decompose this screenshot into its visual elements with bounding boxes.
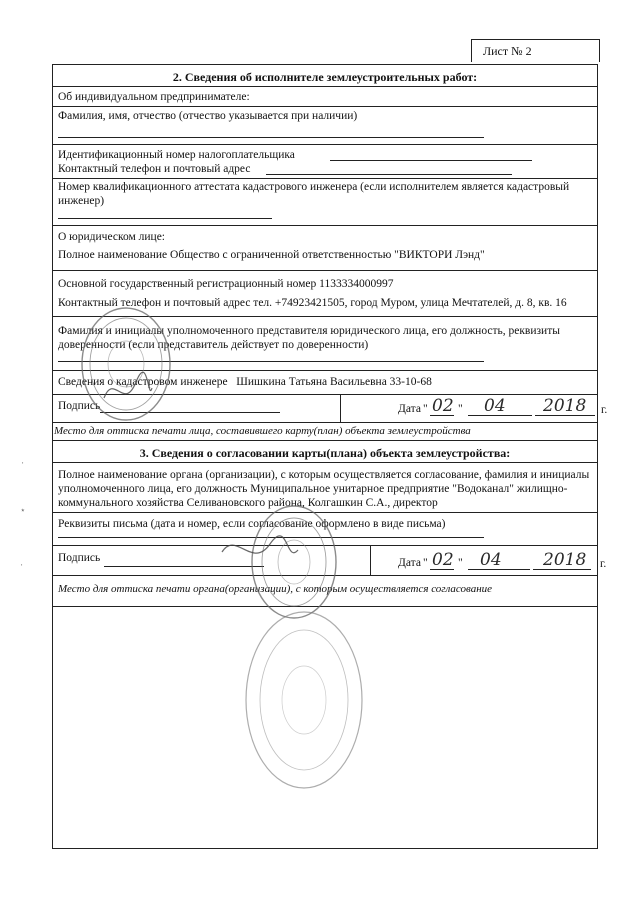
divider <box>52 316 598 317</box>
section2-title: 2. Сведения об исполнителе землеустроительных работ: <box>172 70 478 84</box>
signature-field[interactable] <box>100 412 280 413</box>
divider <box>52 106 598 107</box>
divider <box>52 545 598 546</box>
cert-label: Номер квалификационного аттестата кадастрового инженера (если исполнителем является кадастровый инженер) <box>58 181 570 207</box>
inn-label: Идентификационный номер налогоплательщика <box>58 149 295 161</box>
signature-label-3: Подпись <box>58 552 101 564</box>
contact-field[interactable] <box>266 174 512 175</box>
ip-header: Об индивидуальном предпринимателе: <box>58 91 250 103</box>
date-year: 2018 <box>543 396 587 416</box>
date-quote-open-3: " <box>423 557 428 569</box>
date-day-3: 02 <box>432 550 454 570</box>
divider <box>52 575 598 576</box>
sheet-number: Лист № 2 <box>483 44 532 58</box>
divider <box>52 178 598 179</box>
signature-field-3[interactable] <box>104 566 264 567</box>
engineer-label: Сведения о кадастровом инженере <box>58 376 228 388</box>
divider <box>52 370 598 371</box>
full-name-value: Общество с ограниченной ответственностью "ВИКТОРИ Лэнд" <box>170 249 485 261</box>
letter-label: Реквизиты письма (дата и номер, если согласование оформлено в виде письма) <box>58 518 446 530</box>
full-name-row <box>58 249 485 261</box>
legal-contact-label: Контактный телефон и почтовый адрес <box>58 297 251 309</box>
fio-label: Фамилия, имя, отчество (отчество указывается при наличии) <box>58 110 358 122</box>
ogrn-value: 1133334000997 <box>319 278 394 290</box>
section3-title: 3. Сведения о согласовании карты(плана) объекта землеустройства: <box>139 446 511 460</box>
date-suffix: г. <box>601 404 608 416</box>
rep-label: Фамилия и инициалы уполномоченного представителя юридического лица, его должность, реквизиты доверенности (если представитель действует по доверенности) <box>58 325 560 351</box>
legal-contact-value: тел. +74923421505, город Муром, улица Мечтателей, д. 8, кв. 16 <box>253 297 567 309</box>
divider <box>52 512 598 513</box>
divider <box>52 270 598 271</box>
date-label: Дата <box>398 403 421 415</box>
divider <box>52 144 598 145</box>
scan-mark: ⋅ <box>20 560 24 570</box>
legal-header: О юридическом лице: <box>58 231 165 243</box>
full-name-label: Полное наименование <box>58 249 168 261</box>
divider <box>52 394 598 395</box>
divider <box>52 606 598 607</box>
date-suffix-3: г. <box>600 558 607 570</box>
cert-field[interactable] <box>58 218 272 219</box>
divider <box>52 440 598 441</box>
divider <box>52 422 598 423</box>
ogrn-row <box>58 278 393 290</box>
date-month-3: 04 <box>480 550 502 570</box>
date-month: 04 <box>484 396 506 416</box>
engineer-value: Шишкина Татьяна Васильевна 33-10-68 <box>236 376 432 388</box>
divider <box>370 545 371 575</box>
signature-label: Подпись <box>58 400 101 412</box>
org-text: Полное наименование органа (организации), с которым осуществляется согласование, фамилия и инициалы уполномоченного лица, его должность Муниципальное унитарное предприятие "Водоканал" жилищно-коммунального хозяйства Селивановского района, Колгашкин С.А., директор <box>58 469 590 509</box>
date-quote-close-3: " <box>458 557 463 569</box>
stamp-note-3: Место для оттиска печати органа(организации), с которым осуществляется согласование <box>58 583 493 595</box>
scan-mark: ⋆ <box>20 505 26 515</box>
contact-label: Контактный телефон и почтовый адрес <box>58 163 251 175</box>
divider <box>52 225 598 226</box>
legal-contact-row <box>58 297 567 309</box>
divider <box>340 394 341 422</box>
divider <box>52 462 598 463</box>
date-label-3: Дата <box>398 557 421 569</box>
inn-field[interactable] <box>330 160 532 161</box>
ogrn-label: Основной государственный регистрационный номер <box>58 278 317 290</box>
scan-mark: ⋅ <box>21 458 25 468</box>
letter-field[interactable] <box>58 537 484 538</box>
stamp-note: Место для оттиска печати лица, составившего карту(план) объекта землеустройства <box>54 425 471 437</box>
engineer-row <box>58 376 432 388</box>
rep-field[interactable] <box>58 361 484 362</box>
divider <box>52 86 598 87</box>
fio-field[interactable] <box>58 137 484 138</box>
date-quote-open: " <box>423 403 428 415</box>
date-year-3: 2018 <box>543 550 587 570</box>
date-quote-close: " <box>458 403 463 415</box>
date-day: 02 <box>432 396 454 416</box>
